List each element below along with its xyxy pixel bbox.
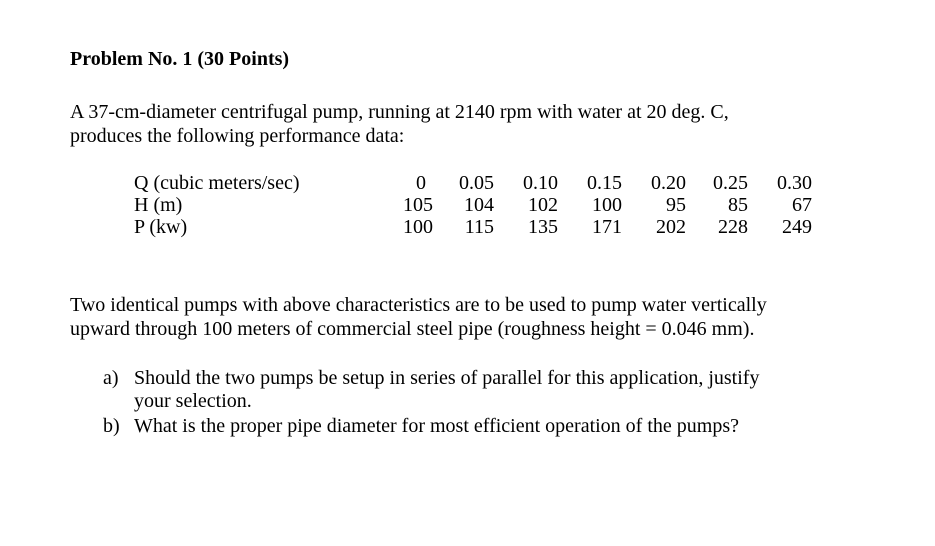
- intro-line-2: produces the following performance data:: [70, 125, 405, 147]
- table-cell: 0.20: [651, 172, 686, 194]
- table-cell: 102: [528, 194, 558, 216]
- problem-title: Problem No. 1 (30 Points): [70, 48, 290, 70]
- table-cell: 104: [464, 194, 494, 216]
- table-cell: 228: [718, 216, 748, 238]
- question-list: [103, 367, 814, 440]
- table-cell: 105: [403, 194, 433, 216]
- list-item: [103, 415, 814, 438]
- question-text: [134, 415, 814, 438]
- question-line-1: What is the proper pipe diameter for most efficient operation of the pumps?: [134, 415, 739, 437]
- table-cell: 100: [592, 194, 622, 216]
- setup-paragraph: [70, 293, 767, 341]
- table-cell: 0.30: [777, 172, 812, 194]
- table-cell: 100: [403, 216, 433, 238]
- table-row-power: [134, 216, 834, 238]
- table-cell: 0.15: [587, 172, 622, 194]
- list-item: [103, 367, 814, 413]
- row-label-head: H (m): [134, 194, 183, 216]
- table-cell: 171: [592, 216, 622, 238]
- question-marker: b): [103, 415, 120, 437]
- performance-table: [134, 172, 834, 238]
- table-cell: 0.05: [459, 172, 494, 194]
- table-cell: 135: [528, 216, 558, 238]
- table-cell: 85: [728, 194, 748, 216]
- question-text: [134, 367, 814, 413]
- table-cell: 115: [464, 216, 494, 238]
- intro-line-1: A 37-cm-diameter centrifugal pump, running at 2140 rpm with water at 20 deg. C,: [70, 101, 729, 123]
- table-cell: 95: [666, 194, 686, 216]
- table-row-flow: [134, 172, 834, 194]
- setup-line-2: upward through 100 meters of commercial steel pipe (roughness height = 0.046 mm).: [70, 318, 755, 340]
- row-label-power: P (kw): [134, 216, 188, 238]
- table-cell: 0: [416, 172, 426, 194]
- table-cell: 67: [792, 194, 812, 216]
- table-cell: 0.25: [713, 172, 748, 194]
- table-row-head: [134, 194, 834, 216]
- setup-line-1: Two identical pumps with above characteristics are to be used to pump water vertically: [70, 294, 767, 316]
- table-cell: 0.10: [523, 172, 558, 194]
- question-line-1: Should the two pumps be setup in series of parallel for this application, justify: [134, 367, 760, 389]
- row-label-flow: Q (cubic meters/sec): [134, 172, 300, 194]
- intro-paragraph: [70, 100, 729, 148]
- question-marker: a): [103, 367, 119, 389]
- question-line-2: your selection.: [134, 390, 252, 412]
- table-cell: 249: [782, 216, 812, 238]
- table-cell: 202: [656, 216, 686, 238]
